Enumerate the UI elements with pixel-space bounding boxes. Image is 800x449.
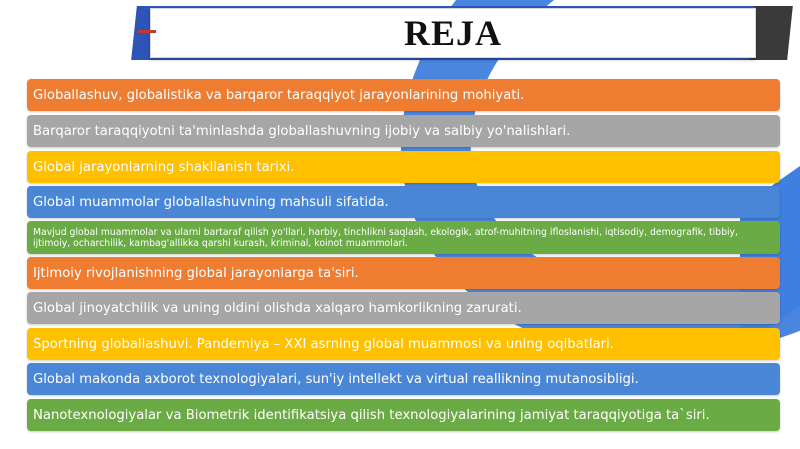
agenda-item-text: Global makonda axborot texnologiyalari, sun'iy intellekt va virtual reallikning mutanosibligi. [33,371,639,387]
agenda-item-text: Global muammolar globallashuvning mahsuli sifatida. [33,194,389,210]
agenda-item-9[interactable] [27,363,780,395]
agenda-item-1[interactable] [27,79,780,111]
agenda-item-7[interactable] [27,292,780,324]
agenda-item-4[interactable] [27,186,780,218]
page-title: REJA [403,13,502,53]
agenda-item-text: Global jinoyatchilik va uning oldini olishda xalqaro hamkorlikning zarurati. [33,300,522,316]
agenda-item-text: Barqaror taraqqiyotni ta'minlashda globallashuvning ijobiy va salbiy yo'nalishlari. [33,123,571,139]
agenda-item-6[interactable] [27,257,780,289]
agenda-item-text: Ijtimoiy rivojlanishning global jarayonlarga ta'siri. [33,265,359,281]
agenda-item-2[interactable] [27,115,780,147]
agenda-item-text: Globallashuv, globalistika va barqaror taraqqiyot jarayonlarining mohiyati. [33,87,525,103]
agenda-item-text: Mavjud global muammolar va ularni bartaraf qilish yo'llari, harbiy, tinchlikni saqlash, ekologik, atrof-muhitning ifloslanishi, iqtisodiy, demografik, tibbiy, ijtimoiy, ocharchilik, kambag'allikka qarshi kurash, kriminal, koinot muammolari. [33,226,739,249]
agenda-item-8[interactable] [27,328,780,360]
agenda-item-5[interactable] [27,221,780,254]
agenda-item-10[interactable] [27,399,780,431]
title-banner [150,8,756,58]
title-accent-mark [138,30,156,33]
agenda-item-3[interactable] [27,151,780,183]
agenda-item-text: Nanotexnologiyalar va Biometrik identifikatsiya qilish texnologiyalarining jamiyat taraqqiyotiga ta`siri. [33,407,710,423]
agenda-item-text: Sportning globallashuvi. Pandemiya – XXI asrning global muammosi va uning oqibatlari. [33,336,614,352]
agenda-item-text: Global jarayonlarning shakllanish tarixi. [33,159,295,175]
